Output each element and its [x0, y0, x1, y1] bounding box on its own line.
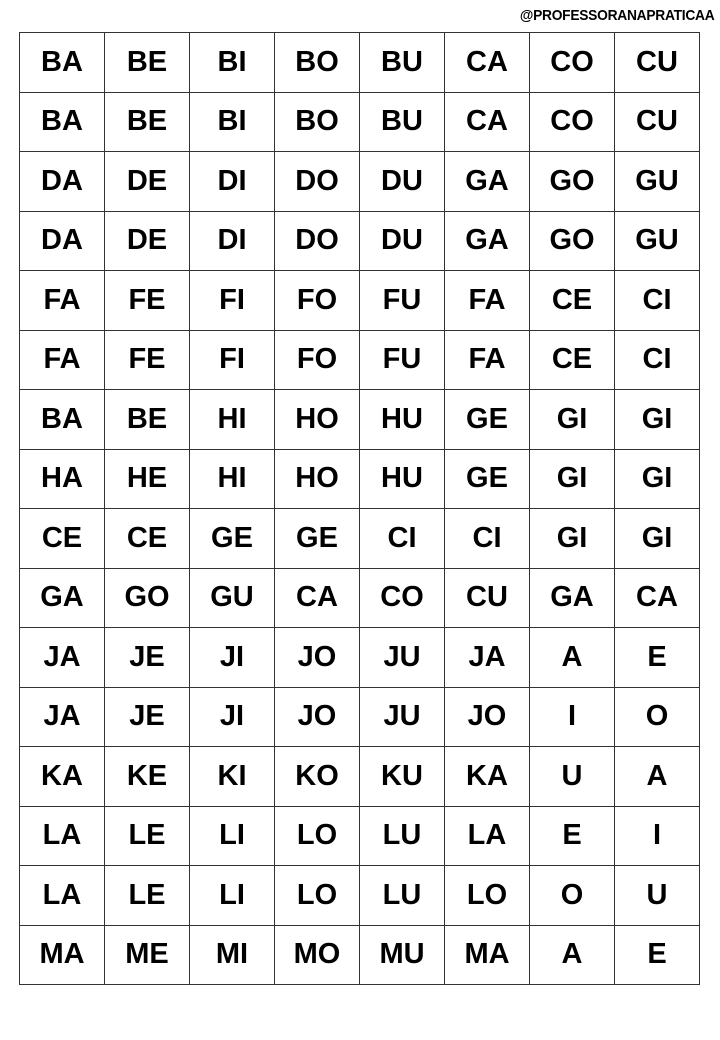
syllable-cell: CI	[615, 330, 700, 390]
syllable-cell: BA	[20, 33, 105, 93]
syllable-cell: BU	[360, 33, 445, 93]
syllable-cell: O	[615, 687, 700, 747]
syllable-cell: GI	[615, 449, 700, 509]
syllable-cell: GO	[530, 211, 615, 271]
syllable-cell: A	[530, 925, 615, 985]
syllable-cell: KU	[360, 747, 445, 807]
syllable-cell: GO	[530, 152, 615, 212]
syllable-cell: E	[615, 628, 700, 688]
syllable-cell: BA	[20, 390, 105, 450]
syllable-cell: MA	[445, 925, 530, 985]
syllable-cell: JU	[360, 687, 445, 747]
syllable-cell: LI	[190, 866, 275, 926]
grid-row	[20, 271, 700, 331]
syllable-cell: CU	[445, 568, 530, 628]
syllable-cell: DE	[105, 152, 190, 212]
grid-row	[20, 925, 700, 985]
syllable-cell: CO	[360, 568, 445, 628]
syllable-cell: HI	[190, 449, 275, 509]
syllable-cell: GA	[445, 211, 530, 271]
syllable-cell: JE	[105, 687, 190, 747]
syllable-cell: CE	[530, 271, 615, 331]
syllable-cell: E	[530, 806, 615, 866]
syllable-cell: GI	[615, 509, 700, 569]
syllable-cell: CU	[615, 92, 700, 152]
grid-row	[20, 152, 700, 212]
syllable-cell: JU	[360, 628, 445, 688]
syllable-cell: MA	[20, 925, 105, 985]
syllable-cell: HU	[360, 449, 445, 509]
syllable-cell: LU	[360, 806, 445, 866]
syllable-cell: GE	[445, 449, 530, 509]
syllable-cell: FU	[360, 330, 445, 390]
syllable-cell: BE	[105, 92, 190, 152]
syllable-cell: HU	[360, 390, 445, 450]
syllable-cell: LO	[275, 806, 360, 866]
syllable-cell: HO	[275, 449, 360, 509]
syllable-cell: JE	[105, 628, 190, 688]
syllable-cell: GA	[445, 152, 530, 212]
grid-row	[20, 687, 700, 747]
syllable-cell: JO	[275, 687, 360, 747]
syllable-cell: GO	[105, 568, 190, 628]
syllable-cell: FA	[445, 330, 530, 390]
syllable-cell: CI	[445, 509, 530, 569]
syllable-cell: DI	[190, 211, 275, 271]
syllable-cell: FA	[20, 271, 105, 331]
syllable-cell: FA	[20, 330, 105, 390]
grid-row	[20, 866, 700, 926]
syllable-cell: GU	[190, 568, 275, 628]
syllable-grid-body	[20, 33, 700, 985]
syllable-cell: GI	[615, 390, 700, 450]
grid-row	[20, 33, 700, 93]
syllable-cell: GE	[190, 509, 275, 569]
syllable-cell: BE	[105, 390, 190, 450]
syllable-cell: DA	[20, 152, 105, 212]
syllable-cell: HI	[190, 390, 275, 450]
syllable-cell: KI	[190, 747, 275, 807]
syllable-cell: U	[615, 866, 700, 926]
syllable-cell: CA	[445, 92, 530, 152]
syllable-cell: CE	[530, 330, 615, 390]
grid-row	[20, 330, 700, 390]
syllable-cell: CE	[105, 509, 190, 569]
syllable-cell: LI	[190, 806, 275, 866]
syllable-cell: GI	[530, 390, 615, 450]
syllable-cell: DI	[190, 152, 275, 212]
syllable-cell: GI	[530, 449, 615, 509]
syllable-cell: BU	[360, 92, 445, 152]
syllable-cell: KA	[445, 747, 530, 807]
syllable-cell: ME	[105, 925, 190, 985]
syllable-cell: KO	[275, 747, 360, 807]
syllable-cell: LE	[105, 866, 190, 926]
syllable-cell: FO	[275, 330, 360, 390]
syllable-cell: FE	[105, 330, 190, 390]
grid-row	[20, 568, 700, 628]
syllable-cell: GU	[615, 152, 700, 212]
syllable-cell: MU	[360, 925, 445, 985]
syllable-cell: FE	[105, 271, 190, 331]
syllable-cell: CA	[445, 33, 530, 93]
author-handle: @PROFESSORANAPRATICAA	[519, 7, 714, 24]
syllable-cell: KE	[105, 747, 190, 807]
syllable-cell: JA	[20, 687, 105, 747]
syllable-cell: FO	[275, 271, 360, 331]
syllable-cell: CE	[20, 509, 105, 569]
grid-row	[20, 92, 700, 152]
syllable-cell: JA	[445, 628, 530, 688]
syllable-cell: U	[530, 747, 615, 807]
syllable-cell: GA	[530, 568, 615, 628]
syllable-cell: HA	[20, 449, 105, 509]
syllable-cell: MI	[190, 925, 275, 985]
syllable-cell: BO	[275, 92, 360, 152]
syllable-cell: BA	[20, 92, 105, 152]
grid-row	[20, 628, 700, 688]
syllable-cell: E	[615, 925, 700, 985]
syllable-cell: LE	[105, 806, 190, 866]
syllable-cell: LO	[445, 866, 530, 926]
syllable-cell: GI	[530, 509, 615, 569]
syllable-cell: LO	[275, 866, 360, 926]
syllable-cell: CO	[530, 33, 615, 93]
grid-row	[20, 390, 700, 450]
syllable-cell: MO	[275, 925, 360, 985]
syllable-cell: O	[530, 866, 615, 926]
syllable-cell: I	[530, 687, 615, 747]
syllable-cell: HE	[105, 449, 190, 509]
syllable-cell: BI	[190, 92, 275, 152]
syllable-cell: BO	[275, 33, 360, 93]
syllable-cell: JI	[190, 628, 275, 688]
syllable-cell: DA	[20, 211, 105, 271]
grid-row	[20, 211, 700, 271]
syllable-cell: I	[615, 806, 700, 866]
syllable-cell: GE	[445, 390, 530, 450]
grid-row	[20, 747, 700, 807]
syllable-cell: HO	[275, 390, 360, 450]
syllable-cell: BE	[105, 33, 190, 93]
syllable-cell: LA	[445, 806, 530, 866]
syllable-cell: A	[615, 747, 700, 807]
syllable-cell: LA	[20, 806, 105, 866]
syllable-grid	[19, 32, 700, 985]
syllable-cell: DE	[105, 211, 190, 271]
syllable-cell: CU	[615, 33, 700, 93]
syllable-cell: FI	[190, 271, 275, 331]
syllable-cell: A	[530, 628, 615, 688]
syllable-cell: FA	[445, 271, 530, 331]
syllable-cell: FI	[190, 330, 275, 390]
syllable-cell: DU	[360, 211, 445, 271]
syllable-cell: CO	[530, 92, 615, 152]
syllable-cell: CI	[615, 271, 700, 331]
syllable-cell: JO	[275, 628, 360, 688]
syllable-cell: BI	[190, 33, 275, 93]
syllable-cell: GE	[275, 509, 360, 569]
syllable-cell: LA	[20, 866, 105, 926]
syllable-cell: CI	[360, 509, 445, 569]
syllable-cell: KA	[20, 747, 105, 807]
syllable-cell: LU	[360, 866, 445, 926]
grid-row	[20, 449, 700, 509]
syllable-cell: DO	[275, 152, 360, 212]
syllable-cell: GA	[20, 568, 105, 628]
syllable-cell: DO	[275, 211, 360, 271]
syllable-cell: JI	[190, 687, 275, 747]
syllable-cell: DU	[360, 152, 445, 212]
syllable-cell: GU	[615, 211, 700, 271]
grid-row	[20, 509, 700, 569]
syllable-cell: CA	[275, 568, 360, 628]
syllable-cell: JO	[445, 687, 530, 747]
grid-row	[20, 806, 700, 866]
syllable-cell: FU	[360, 271, 445, 331]
syllable-cell: CA	[615, 568, 700, 628]
syllable-cell: JA	[20, 628, 105, 688]
